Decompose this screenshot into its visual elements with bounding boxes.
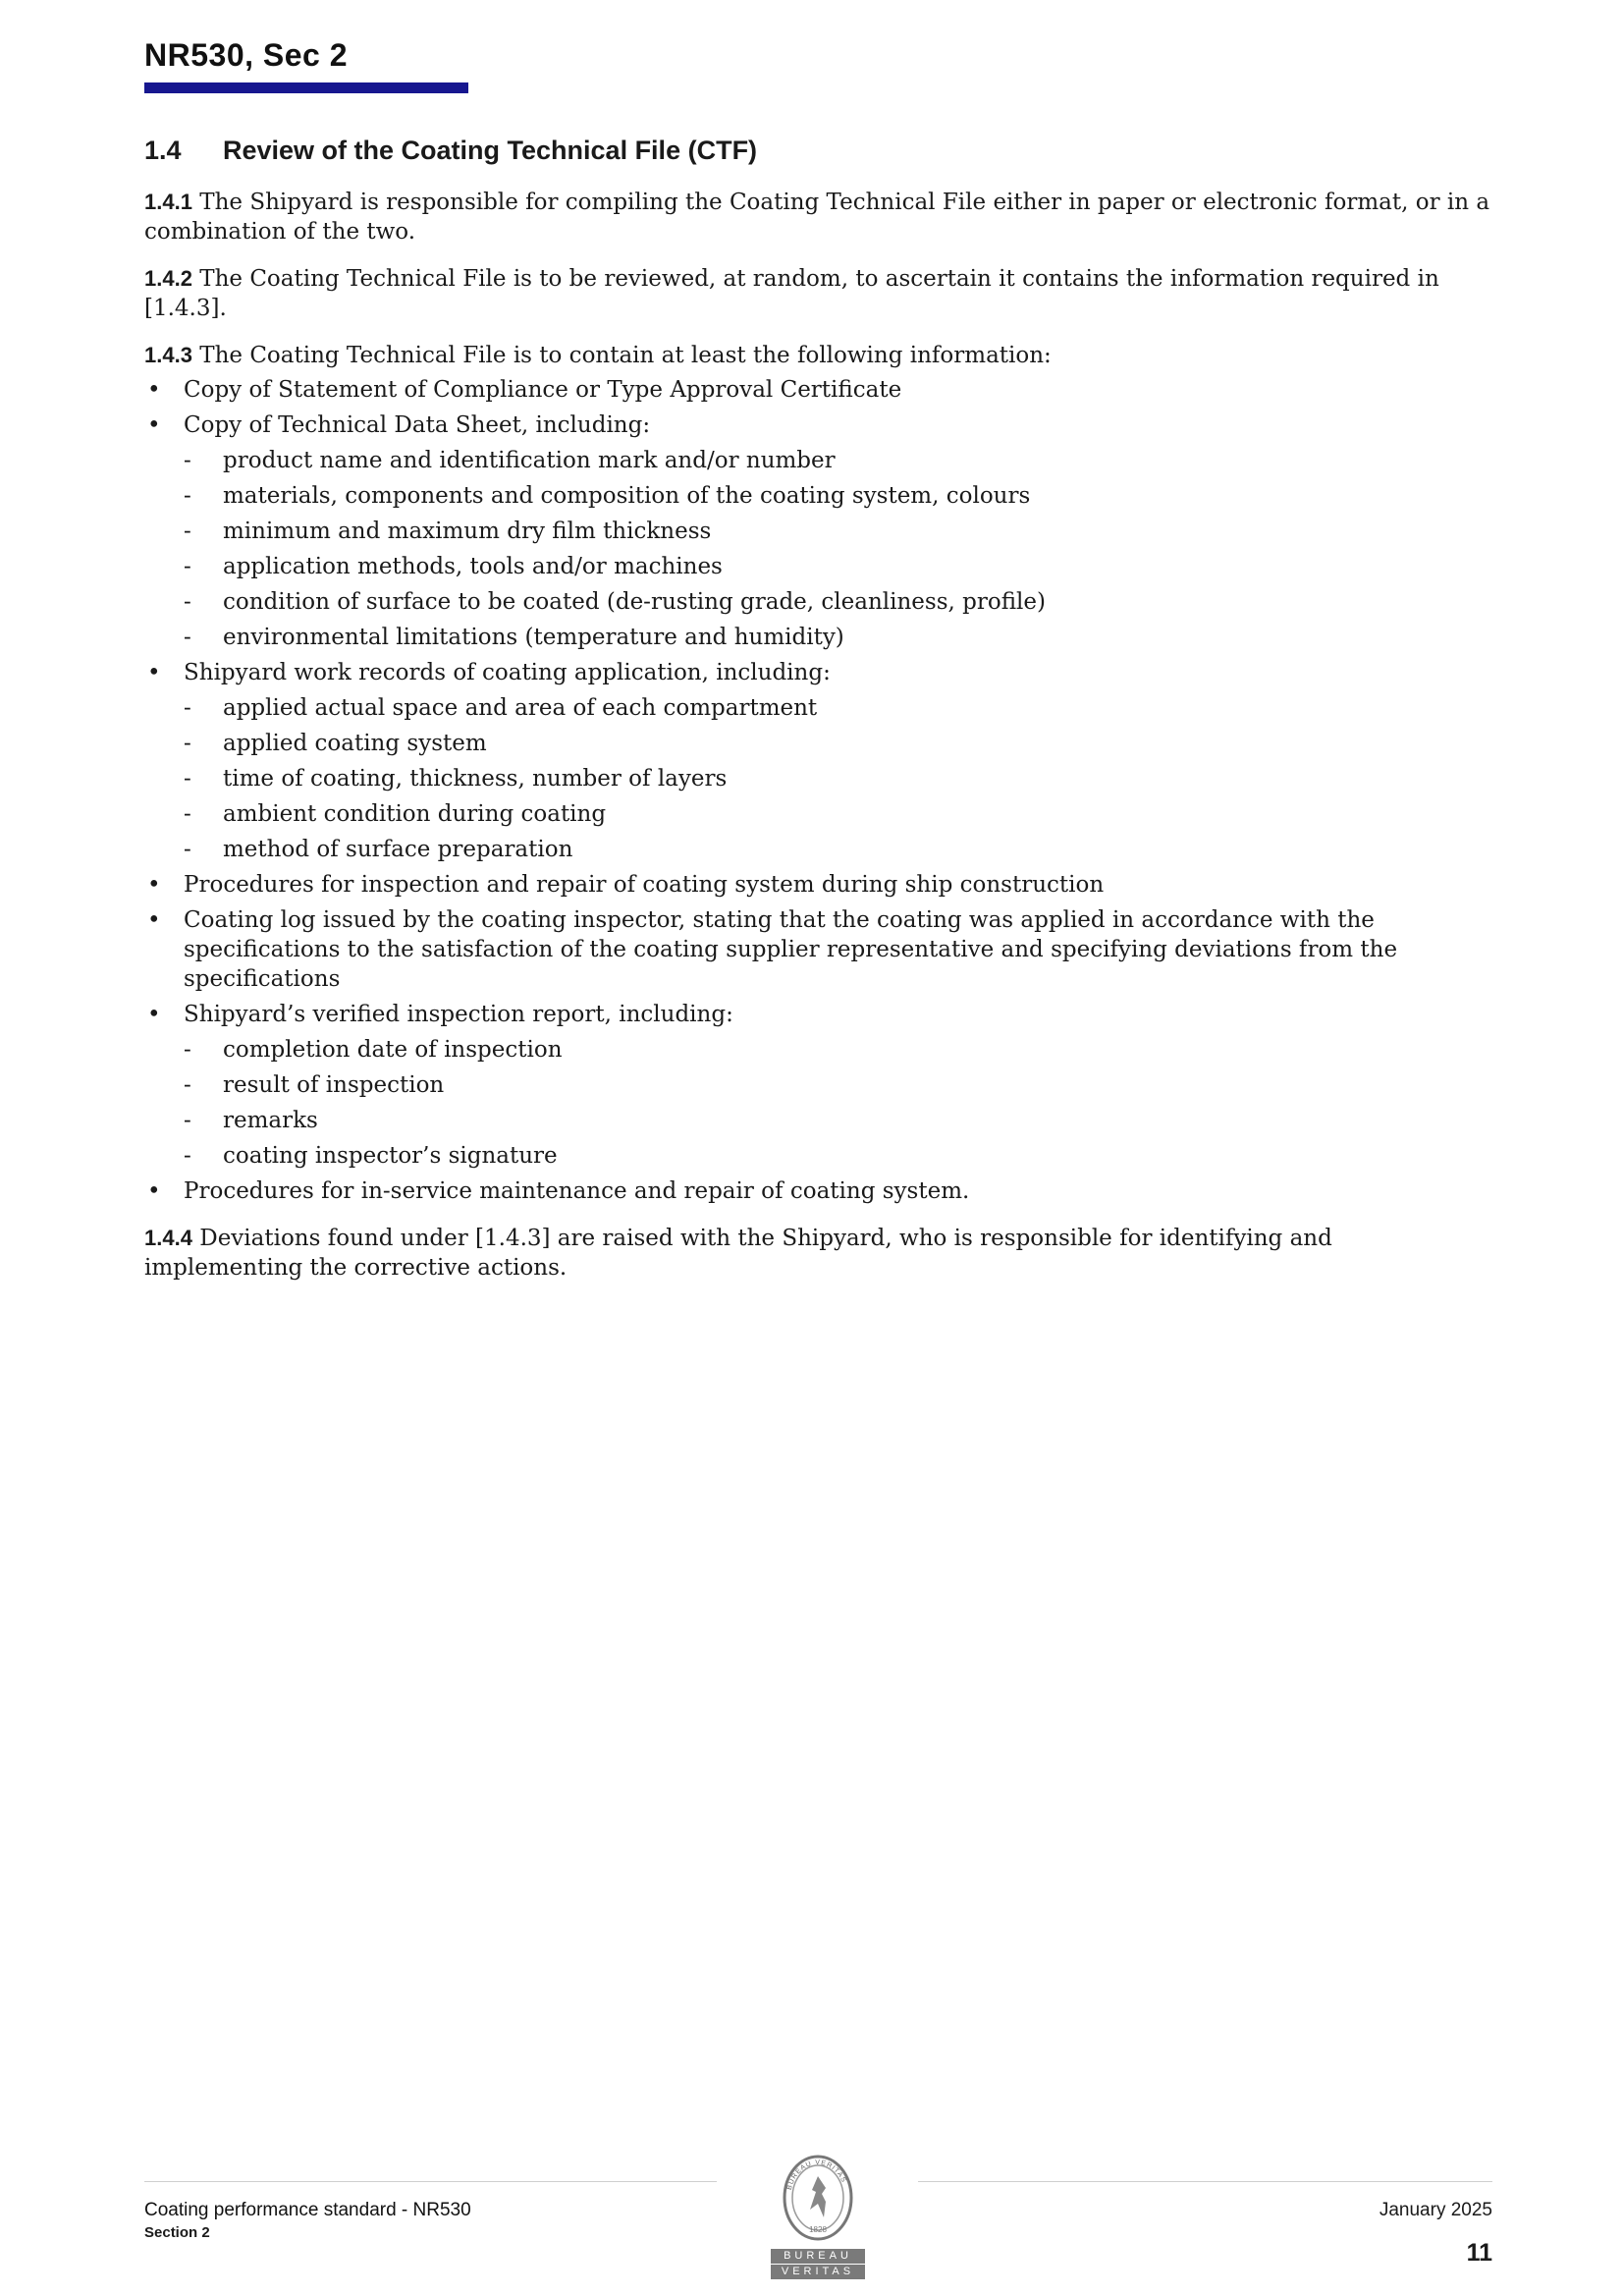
footer-left: [144, 2200, 471, 2241]
sub-list-item: [184, 623, 1494, 652]
logo-ring-text: BUREAU VERITAS: [785, 2159, 847, 2191]
bullet-icon: •: [147, 377, 161, 403]
dash-icon: -: [184, 695, 191, 721]
list-item-text: Coating log issued by the coating inspector, stating that the coating was applied in accordance with the specifications to the satisfaction of the coating supplier representative and specifying deviations from the specifications: [184, 907, 1398, 992]
paragraph-number: 1.4.3: [144, 343, 192, 367]
dash-icon: -: [184, 1108, 191, 1133]
sub-list-item: [184, 587, 1494, 617]
list-item-text: Copy of Statement of Compliance or Type Approval Certificate: [184, 377, 902, 403]
sub-list-item-text: applied actual space and area of each compartment: [223, 695, 818, 721]
footer-section: Section 2: [144, 2224, 210, 2241]
running-header-title: NR530, Sec 2: [144, 37, 349, 73]
dash-icon: -: [184, 448, 191, 473]
section-number: 1.4: [144, 136, 182, 165]
logo-word-top: BUREAU: [771, 2249, 865, 2264]
sub-list-item-text: environmental limitations (temperature and humidity): [223, 625, 844, 650]
paragraph-number: 1.4.2: [144, 266, 192, 291]
page-number: 11: [1466, 2239, 1492, 2267]
list-item: [144, 1000, 1494, 1171]
paragraph-1-4-3: [144, 341, 1494, 370]
paragraph-text: The Shipyard is responsible for compiling the Coating Technical File either in paper or electronic format, or in a combination of the two.: [144, 190, 1490, 245]
list-item: [144, 870, 1494, 900]
bullet-icon: •: [147, 1178, 161, 1204]
sub-list-item: [184, 1070, 1494, 1100]
sub-list-item-text: product name and identification mark and/or number: [223, 448, 836, 473]
sub-list-item-text: minimum and maximum dry film thickness: [223, 519, 712, 544]
paragraph-1-4-4: [144, 1224, 1494, 1283]
sub-list-item-text: application methods, tools and/or machines: [223, 554, 723, 579]
sub-list-item: [184, 1035, 1494, 1065]
sub-list-item-text: materials, components and composition of the coating system, colours: [223, 483, 1031, 509]
list-item-text: Procedures for inspection and repair of coating system during ship construction: [184, 872, 1105, 898]
footer-date: January 2025: [1379, 2200, 1492, 2220]
footer-rule-right: [918, 2181, 1492, 2182]
header-accent-bar: [144, 82, 468, 93]
sub-list-item: [184, 1141, 1494, 1171]
sub-list-item: [184, 693, 1494, 723]
sub-list-item: [184, 729, 1494, 758]
dash-icon: -: [184, 1143, 191, 1169]
dash-icon: -: [184, 801, 191, 827]
dash-icon: -: [184, 837, 191, 862]
sub-list-item: [184, 799, 1494, 829]
sub-list-item: [184, 552, 1494, 581]
sub-list-item: [184, 835, 1494, 864]
bullet-icon: •: [147, 412, 161, 438]
footer-rule-left: [144, 2181, 717, 2182]
bullet-icon: •: [147, 660, 161, 685]
dash-icon: -: [184, 589, 191, 615]
paragraph-1-4-1: [144, 188, 1494, 246]
sub-list-item-text: applied coating system: [223, 731, 487, 756]
sub-list-item-text: remarks: [223, 1108, 318, 1133]
list-item: [144, 905, 1494, 994]
dash-icon: -: [184, 554, 191, 579]
logo-year: 1828: [809, 2225, 827, 2234]
dash-icon: -: [184, 1072, 191, 1098]
sub-list-item-text: time of coating, thickness, number of layers: [223, 766, 728, 792]
sub-list: [184, 693, 1494, 864]
sub-list: [184, 446, 1494, 652]
logo-word-bottom: VERITAS: [771, 2265, 865, 2279]
sub-list-item-text: completion date of inspection: [223, 1037, 563, 1063]
section-heading: [144, 136, 1494, 166]
list-item: [144, 375, 1494, 405]
list-item: [144, 1176, 1494, 1206]
dash-icon: -: [184, 766, 191, 792]
dash-icon: -: [184, 519, 191, 544]
paragraph-number: 1.4.4: [144, 1226, 192, 1250]
sub-list-item-text: method of surface preparation: [223, 837, 573, 862]
bullet-icon: •: [147, 907, 161, 933]
list-item-text: Shipyard’s verified inspection report, including:: [184, 1002, 733, 1027]
information-list: [144, 375, 1494, 1206]
seal-icon: [769, 2149, 867, 2247]
sub-list-item-text: condition of surface to be coated (de-rusting grade, cleanliness, profile): [223, 589, 1046, 615]
dash-icon: -: [184, 483, 191, 509]
paragraph-number: 1.4.1: [144, 190, 192, 214]
dash-icon: -: [184, 625, 191, 650]
list-item-text: Procedures for in-service maintenance and repair of coating system.: [184, 1178, 970, 1204]
sub-list-item: [184, 764, 1494, 793]
sub-list-item-text: ambient condition during coating: [223, 801, 607, 827]
dash-icon: -: [184, 731, 191, 756]
dash-icon: -: [184, 1037, 191, 1063]
sub-list-item: [184, 1106, 1494, 1135]
bureau-veritas-logo: [769, 2149, 867, 2276]
list-item: [144, 658, 1494, 864]
sub-list-item: [184, 517, 1494, 546]
paragraph-text: Deviations found under [1.4.3] are raised with the Shipyard, who is responsible for identifying and implementing the corrective actions.: [144, 1226, 1332, 1281]
sub-list: [184, 1035, 1494, 1171]
bullet-icon: •: [147, 1002, 161, 1027]
footer-document-title: Coating performance standard - NR530: [144, 2200, 471, 2220]
sub-list-item-text: coating inspector’s signature: [223, 1143, 558, 1169]
sub-list-item: [184, 481, 1494, 511]
paragraph-text: The Coating Technical File is to be reviewed, at random, to ascertain it contains the information required in [1.4.3].: [144, 266, 1439, 321]
list-item: [144, 410, 1494, 652]
list-item-text: Copy of Technical Data Sheet, including:: [184, 412, 651, 438]
paragraph-text: The Coating Technical File is to contain at least the following information:: [199, 343, 1052, 368]
sub-list-item: [184, 446, 1494, 475]
page-content: [144, 126, 1494, 1300]
paragraph-1-4-2: [144, 264, 1494, 323]
list-item-text: Shipyard work records of coating application, including:: [184, 660, 831, 685]
section-title: Review of the Coating Technical File (CTF): [223, 136, 758, 165]
sub-list-item-text: result of inspection: [223, 1072, 445, 1098]
bullet-icon: •: [147, 872, 161, 898]
